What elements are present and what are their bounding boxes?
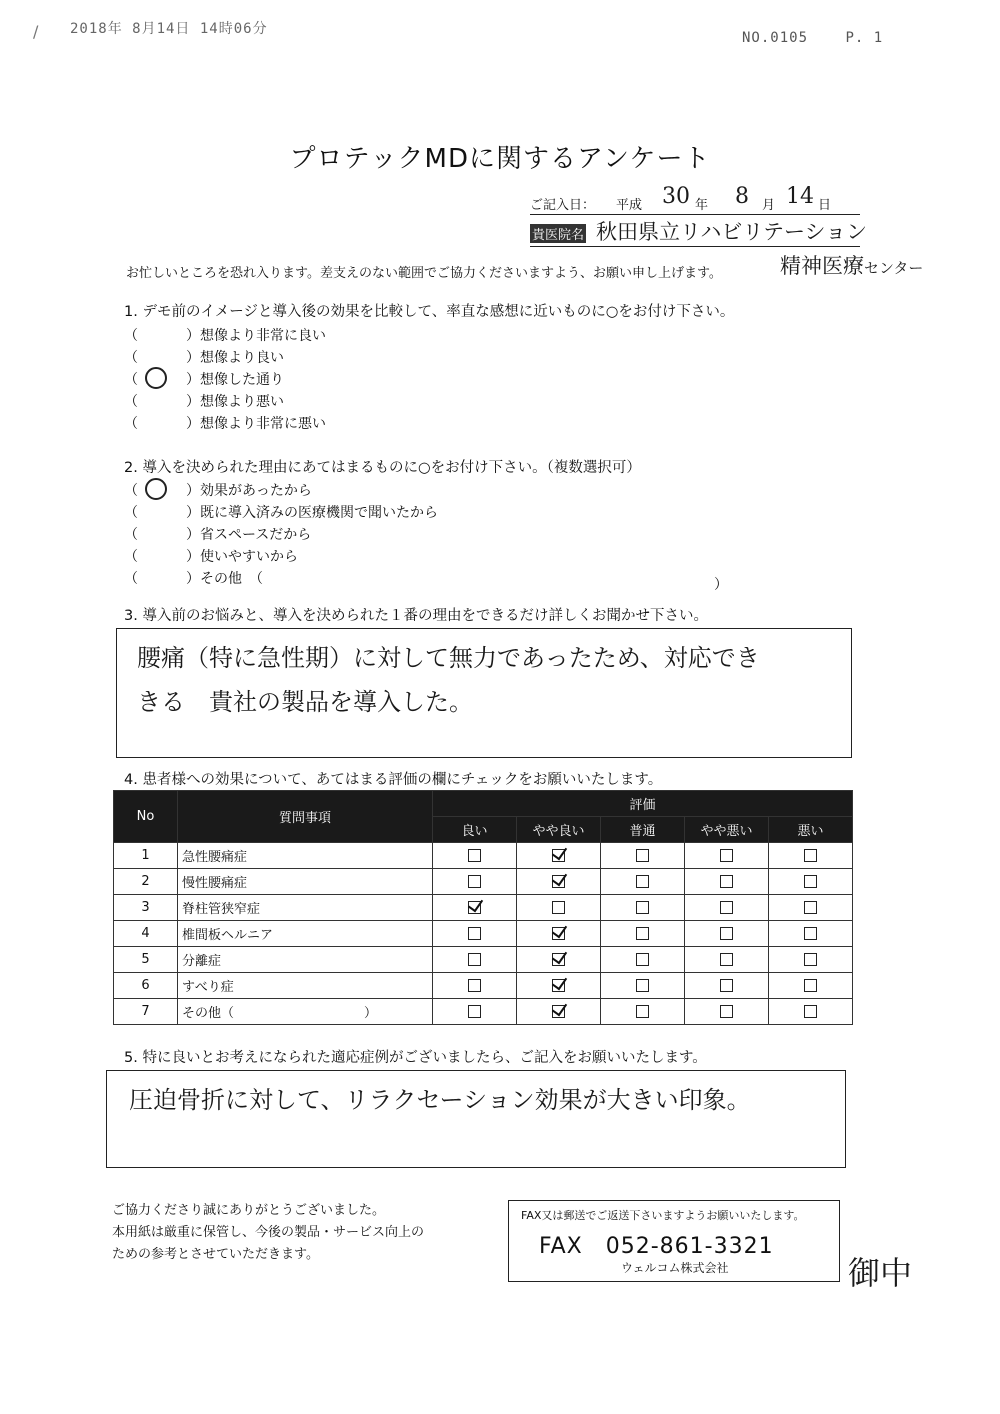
row-number: 4 <box>114 921 178 947</box>
rating-cell <box>517 999 601 1025</box>
rating-cell <box>433 973 517 999</box>
rating-checkbox[interactable] <box>468 927 481 940</box>
rating-checkbox[interactable] <box>636 875 649 888</box>
row-item: 分離症 <box>178 947 433 973</box>
intro-text: お忙しいところを恐れ入ります。差支えのない範囲でご協力くださいますよう、お願い申し上げます。 <box>126 266 722 281</box>
rating-cell <box>685 869 769 895</box>
row-item: 慢性腰痛症 <box>178 869 433 895</box>
date-era: 平成 <box>616 198 643 213</box>
q1-question: 1. デモ前のイメージと導入後の効果を比較して、率直な感想に近いものに○をお付け下さい。 <box>124 304 735 320</box>
fax-page-info <box>742 30 911 46</box>
q1-option-label: 想像より良い <box>200 350 284 366</box>
header-rating: 悪い <box>769 817 853 843</box>
rating-cell <box>685 921 769 947</box>
rating-checkbox[interactable] <box>636 979 649 992</box>
row-item: その他（ ） <box>178 999 433 1025</box>
hospital-name-line1: 秋田県立リハビリテーション <box>596 220 868 244</box>
table-row <box>114 999 853 1025</box>
date-year-unit: 年 <box>695 198 709 213</box>
rating-cell <box>517 895 601 921</box>
rating-cell <box>433 869 517 895</box>
evaluation-table <box>113 790 853 1025</box>
table-row <box>114 973 853 999</box>
date-label: ご記入日： <box>530 198 596 213</box>
header-eval: 評価 <box>433 791 853 817</box>
rating-checkbox[interactable] <box>468 849 481 862</box>
thanks-text <box>112 1200 424 1266</box>
q2-option-label: 省スペースだから <box>200 527 312 543</box>
row-number: 7 <box>114 999 178 1025</box>
rating-cell <box>433 999 517 1025</box>
hospital-name-line2-main: 精神医療 <box>780 254 864 278</box>
fax-return-box <box>508 1200 840 1282</box>
rating-checkbox[interactable] <box>720 849 733 862</box>
fax-page: P. 1 <box>845 30 884 46</box>
rating-cell <box>517 921 601 947</box>
rating-cell <box>601 921 685 947</box>
fax-datetime: 2018年 8月14日 14時06分 <box>70 21 268 37</box>
hospital-name-line2 <box>780 250 923 280</box>
q1-option-label: 想像より非常に悪い <box>200 416 326 432</box>
row-item: 椎間板ヘルニア <box>178 921 433 947</box>
q3-answer-line2: きる 貴社の製品を導入した。 <box>137 688 473 716</box>
row-item: すべり症 <box>178 973 433 999</box>
table-row <box>114 895 853 921</box>
rating-cell <box>685 895 769 921</box>
rating-checkbox[interactable] <box>804 979 817 992</box>
rating-checkbox[interactable] <box>468 1005 481 1018</box>
rating-checkbox[interactable] <box>552 1005 565 1018</box>
rating-cell <box>433 895 517 921</box>
rating-checkbox[interactable] <box>720 979 733 992</box>
q1-option: （ ）想像した通り <box>124 372 284 388</box>
q2-option: （ ）省スペースだから <box>124 527 312 543</box>
rating-cell <box>601 843 685 869</box>
q5-answer-box <box>106 1070 846 1168</box>
rating-checkbox[interactable] <box>720 901 733 914</box>
fax-tick-mark: / <box>33 22 39 41</box>
rating-checkbox[interactable] <box>468 979 481 992</box>
onchu-handwritten: 御中 <box>848 1254 913 1292</box>
rating-checkbox[interactable] <box>720 953 733 966</box>
rating-checkbox[interactable] <box>552 875 565 888</box>
q5-question: 5. 特に良いとお考えになられた適応症例がございましたら、ご記入をお願いいたします。 <box>124 1050 707 1066</box>
q1-option-label: 想像より悪い <box>200 394 284 410</box>
rating-cell <box>769 843 853 869</box>
row-number: 6 <box>114 973 178 999</box>
date-day: 14 <box>786 184 814 209</box>
thanks-line3: ための参考とさせていただきます。 <box>112 1247 319 1262</box>
rating-cell <box>601 973 685 999</box>
rating-cell <box>685 999 769 1025</box>
rating-cell <box>517 843 601 869</box>
hospital-name-line2-small: センター <box>864 259 924 277</box>
rating-cell <box>769 869 853 895</box>
q2-option-label: 既に導入済みの医療機関で聞いたから <box>200 505 438 521</box>
rating-cell <box>769 921 853 947</box>
rating-cell <box>685 973 769 999</box>
page-title: プロテックMDに関するアンケート <box>289 144 711 174</box>
q2-option-label: 効果があったから <box>200 483 312 499</box>
row-number: 1 <box>114 843 178 869</box>
thanks-line2: 本用紙は厳重に保管し、今後の製品・サービス向上の <box>112 1225 425 1240</box>
rating-cell <box>769 973 853 999</box>
rating-checkbox[interactable] <box>720 875 733 888</box>
fax-note: FAX又は郵送でご返送下さいますようお願いいたします。 <box>521 1209 805 1222</box>
rating-checkbox[interactable] <box>552 901 565 914</box>
header-rating: 普通 <box>601 817 685 843</box>
row-number: 2 <box>114 869 178 895</box>
q1-option: （ ）想像より悪い <box>124 394 284 410</box>
rating-cell <box>685 843 769 869</box>
q2-option-label: その他 （ <box>200 571 263 587</box>
header-rating: やや良い <box>517 817 601 843</box>
rating-checkbox[interactable] <box>804 953 817 966</box>
q3-answer-box <box>116 628 852 758</box>
rating-cell <box>517 869 601 895</box>
q1-option-label: 想像した通り <box>200 372 284 388</box>
rating-cell <box>685 947 769 973</box>
q2-option: （ ）既に導入済みの医療機関で聞いたから <box>124 505 438 521</box>
header-rating: 良い <box>433 817 517 843</box>
date-day-unit: 日 <box>818 198 832 213</box>
rating-checkbox[interactable] <box>720 1005 733 1018</box>
q2-question: 2. 導入を決められた理由にあてはまるものに○をお付け下さい。（複数選択可） <box>124 460 641 476</box>
rating-checkbox[interactable] <box>552 849 565 862</box>
rating-checkbox[interactable] <box>804 1005 817 1018</box>
q1-option-label: 想像より非常に良い <box>200 328 326 344</box>
table-row <box>114 921 853 947</box>
rating-cell <box>517 973 601 999</box>
rating-checkbox[interactable] <box>552 927 565 940</box>
date-field <box>530 184 860 215</box>
rating-checkbox[interactable] <box>636 927 649 940</box>
rating-checkbox[interactable] <box>636 953 649 966</box>
rating-cell <box>769 895 853 921</box>
header-rating: やや悪い <box>685 817 769 843</box>
rating-cell <box>433 947 517 973</box>
q2-option-label: 使いやすいから <box>200 549 298 565</box>
rating-checkbox[interactable] <box>804 875 817 888</box>
q5-answer: 圧迫骨折に対して、リラクセーション効果が大きい印象。 <box>129 1086 751 1114</box>
header-item: 質問事項 <box>178 791 433 843</box>
q2-option: （ ）その他 （ <box>124 571 263 587</box>
rating-cell <box>601 999 685 1025</box>
table-row <box>114 843 853 869</box>
rating-cell <box>517 947 601 973</box>
rating-checkbox[interactable] <box>468 953 481 966</box>
header-no: No <box>114 791 178 843</box>
hospital-label: 貴医院名 <box>530 224 586 243</box>
row-number: 3 <box>114 895 178 921</box>
table-row <box>114 947 853 973</box>
q4-question: 4. 患者様への効果について、あてはまる評価の欄にチェックをお願いいたします。 <box>124 772 663 788</box>
row-number: 5 <box>114 947 178 973</box>
q2-option: （ ）効果があったから <box>124 483 312 499</box>
rating-checkbox[interactable] <box>720 927 733 940</box>
rating-checkbox[interactable] <box>636 1005 649 1018</box>
rating-cell <box>433 921 517 947</box>
q1-option: （ ）想像より非常に良い <box>124 328 326 344</box>
rating-checkbox[interactable] <box>552 953 565 966</box>
rating-cell <box>601 869 685 895</box>
rating-checkbox[interactable] <box>552 979 565 992</box>
rating-checkbox[interactable] <box>636 901 649 914</box>
rating-checkbox[interactable] <box>636 849 649 862</box>
q3-question: 3. 導入前のお悩みと、導入を決められた１番の理由をできるだけ詳しくお聞かせ下さい。 <box>124 608 708 624</box>
rating-cell <box>769 947 853 973</box>
q2-other-close: ） <box>714 577 728 593</box>
rating-checkbox[interactable] <box>468 875 481 888</box>
thanks-line1: ご協力くださり誠にありがとうございました。 <box>112 1203 386 1218</box>
company-name: ウェルコム株式会社 <box>621 1261 729 1275</box>
q1-selected-circle <box>145 367 167 389</box>
date-month-unit: 月 <box>762 198 776 213</box>
rating-checkbox[interactable] <box>804 927 817 940</box>
rating-checkbox[interactable] <box>804 901 817 914</box>
rating-checkbox[interactable] <box>468 901 481 914</box>
q3-answer-line1: 腰痛（特に急性期）に対して無力であったため、対応でき <box>137 644 760 672</box>
q2-option: （ ）使いやすいから <box>124 549 298 565</box>
rating-cell <box>601 895 685 921</box>
date-month: 8 <box>735 184 749 209</box>
table-row <box>114 869 853 895</box>
q1-option: （ ）想像より良い <box>124 350 284 366</box>
rating-cell <box>769 999 853 1025</box>
q1-option: （ ）想像より非常に悪い <box>124 416 326 432</box>
row-item: 急性腰痛症 <box>178 843 433 869</box>
fax-return-number: FAX 052-861-3321 <box>539 1234 774 1259</box>
rating-cell <box>433 843 517 869</box>
rating-checkbox[interactable] <box>804 849 817 862</box>
q2-selected-circle <box>145 478 167 500</box>
date-year: 30 <box>662 184 690 209</box>
row-item: 脊柱管狭窄症 <box>178 895 433 921</box>
hospital-field <box>530 218 868 247</box>
rating-cell <box>601 947 685 973</box>
fax-number: NO.0105 <box>742 30 809 46</box>
